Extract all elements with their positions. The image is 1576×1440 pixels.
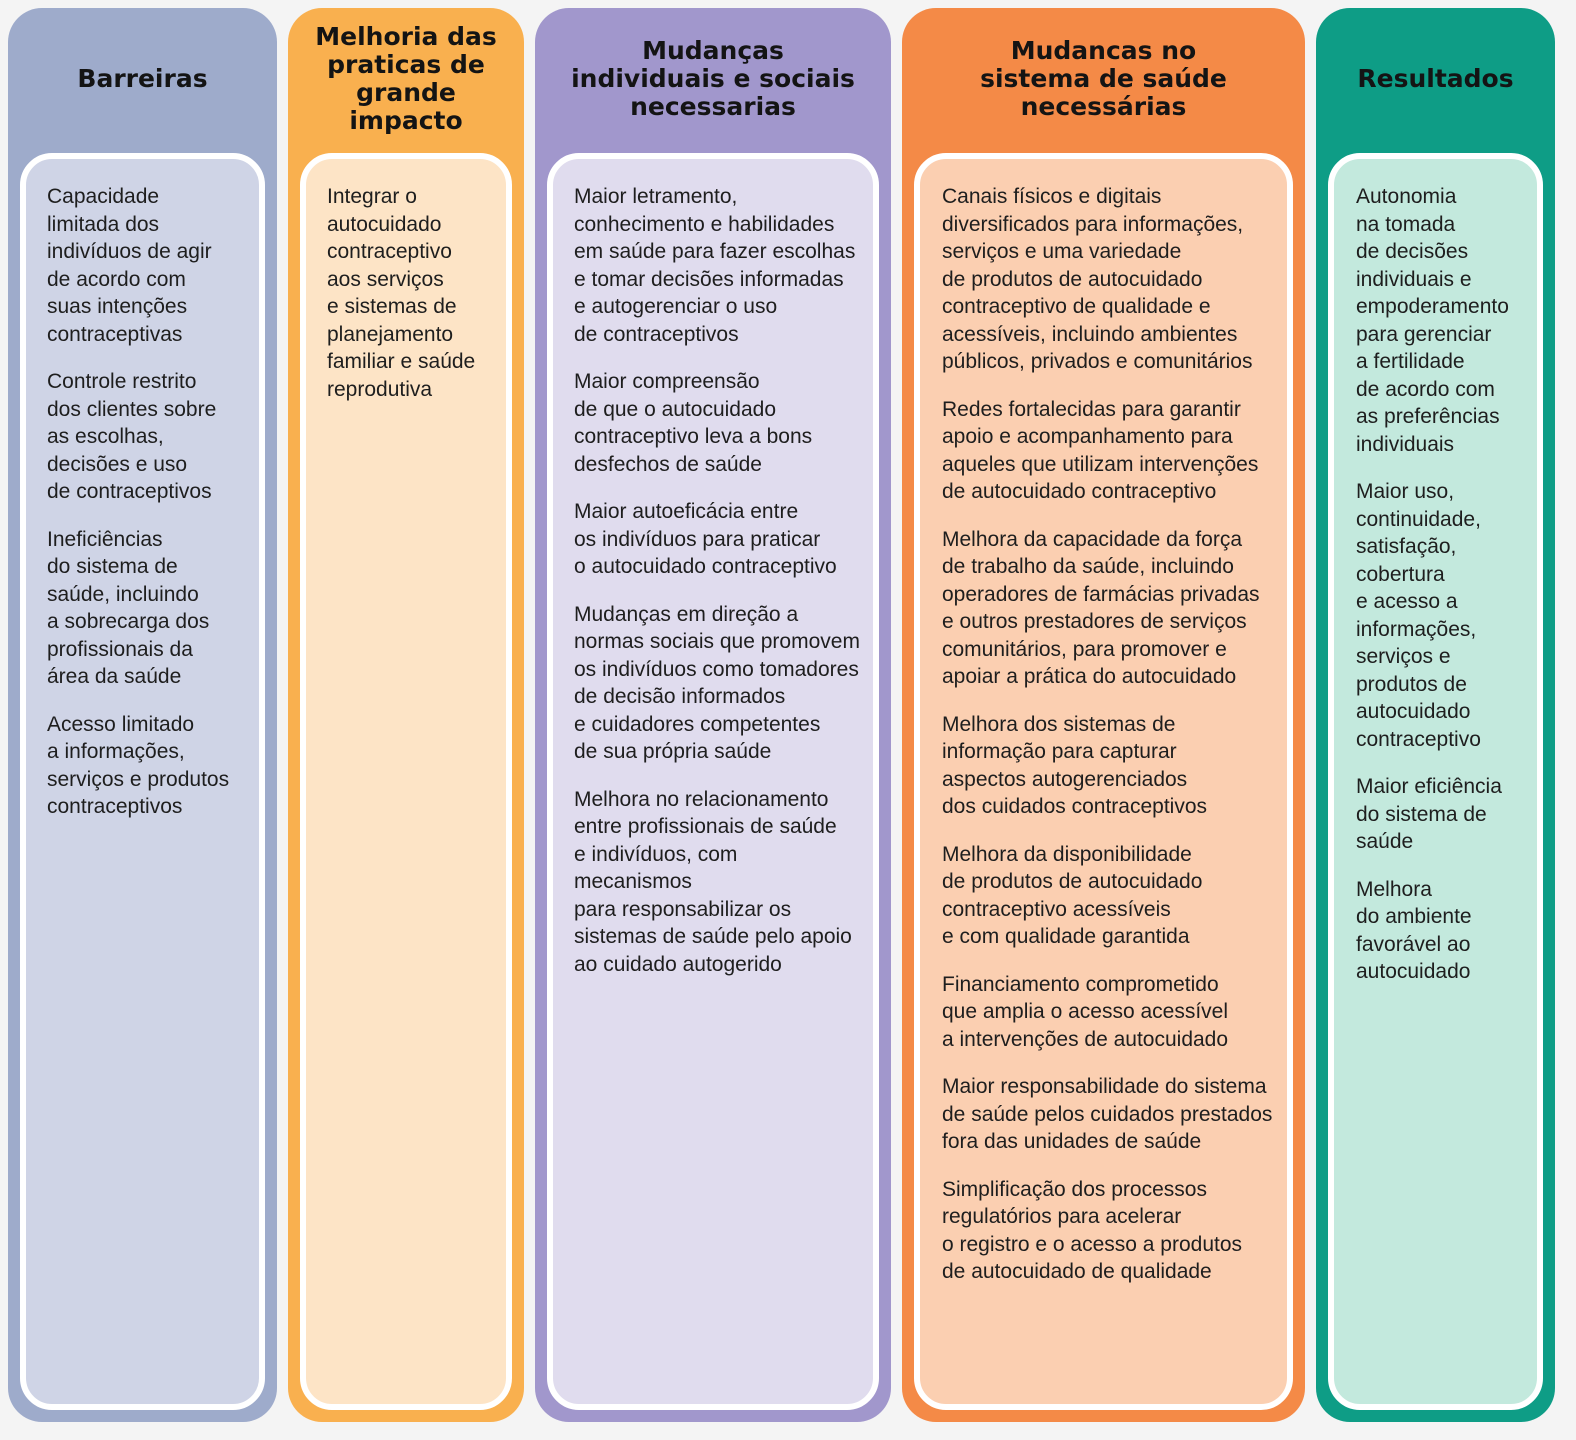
column-title: Melhoria das praticas de grande impacto (315, 22, 497, 135)
col-melhoria-praticas (288, 8, 524, 1422)
column-body (1328, 153, 1543, 1410)
list-item: Ineficiências do sistema de saúde, incluindo a sobrecarga dos profissionais da área da saúde (47, 527, 210, 688)
list-item: Maior uso, continuidade, satisfação, cobertura e acesso a informações, serviços e produtos de autocuidado contraceptivo (1356, 480, 1481, 751)
list-item: Maior compreensão de que o autocuidado contraceptivo leva a bons desfechos de saúde (574, 370, 813, 476)
list-item: Maior responsabilidade do sistema de saúde pelos cuidados prestados fora das unidades de saúde (942, 1075, 1273, 1153)
list-item: Mudanças em direção a normas sociais que promovem os indivíduos como tomadores de decisão informados e cuidadores competentes de sua própria saúde (574, 602, 860, 763)
column-body (547, 153, 879, 1410)
column-body (300, 153, 512, 1410)
list-item: Melhora do ambiente favorável ao autocuidado (1356, 877, 1472, 983)
list-item: Acesso limitado a informações, serviços e produtos contraceptivos (47, 712, 230, 818)
list-item: Simplificação dos processos regulatórios para acelerar o registro e o acesso a produtos de autocuidado de qualidade (942, 1177, 1243, 1283)
list-item: Melhora dos sistemas de informação para capturar aspectos autogerenciados dos cuidados contraceptivos (942, 712, 1207, 818)
column-title: Resultados (1357, 64, 1514, 93)
list-item: Autonomia na tomada de decisões individuais e empoderamento para gerenciar a fertilidade de acordo com as preferências individuais (1356, 185, 1509, 456)
col-mudancas-individuais (535, 8, 891, 1422)
list-item: Capacidade limitada dos indivíduos de agir de acordo com suas intenções contraceptivas (47, 185, 212, 346)
list-item: Melhora no relacionamento entre profissionais de saúde e indivíduos, com mecanismos para responsabilizar os sistemas de saúde pelo apoio ao cuidado autogerido (574, 787, 852, 976)
list-item: Melhora da capacidade da força de trabalho da saúde, incluindo operadores de farmácias privadas e outros prestadores de serviços comunitários, para promover e apoiar a prática do autocuidado (942, 527, 1260, 688)
list-item: Melhora da disponibilidade de produtos de autocuidado contraceptivo acessíveis e com qualidade garantida (942, 842, 1203, 948)
list-item: Canais físicos e digitais diversificados para informações, serviços e uma variedade de produtos de autocuidado contraceptivo de qualidade e acessíveis, incluindo ambientes públicos, privados e comunitários (942, 185, 1253, 373)
list-item: Maior eficiência do sistema de saúde (1356, 775, 1502, 853)
list-item: Integrar o autocuidado contraceptivo aos serviços e sistemas de planejamento familiar e saúde reprodutiva (327, 185, 476, 401)
list-item: Redes fortalecidas para garantir apoio e acompanhamento para aqueles que utilizam intervenções de autocuidado contraceptivo (942, 397, 1259, 503)
col-barreiras (8, 8, 277, 1422)
col-mudancas-sistema (902, 8, 1305, 1422)
column-title: Mudanças individuais e sociais necessarias (571, 36, 855, 121)
list-item: Maior letramento, conhecimento e habilidades em saúde para fazer escolhas e tomar decisões informadas e autogerenciar o uso de contraceptivos (574, 185, 856, 346)
list-item: Financiamento comprometido que amplia o acesso acessível a intervenções de autocuidado (942, 972, 1229, 1051)
column-title: Barreiras (77, 64, 208, 93)
list-item: Controle restrito dos clientes sobre as escolhas, decisões e uso de contraceptivos (47, 370, 217, 503)
col-resultados (1316, 8, 1555, 1422)
column-title: Mudancas no sistema de saúde necessárias (980, 36, 1227, 121)
list-item: Maior autoeficácia entre os indivíduos para praticar o autocuidado contraceptivo (574, 500, 837, 578)
column-body (914, 153, 1293, 1410)
column-body (20, 153, 265, 1410)
